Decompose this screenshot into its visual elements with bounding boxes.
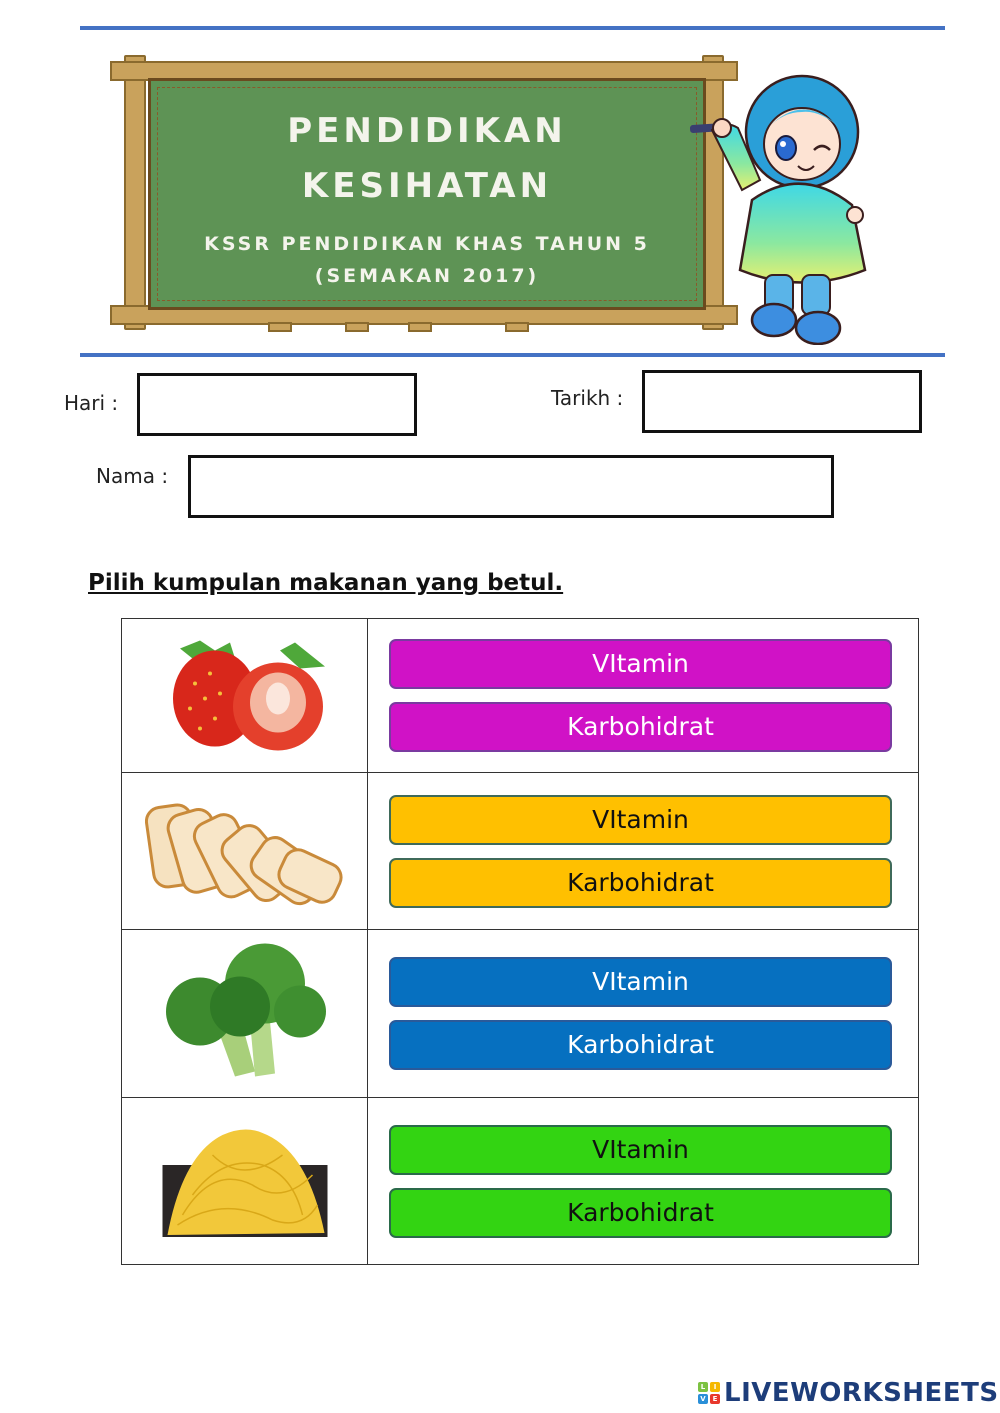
board-title-line1: PENDIDIKAN	[287, 111, 567, 151]
option-vitamin-button[interactable]: VItamin	[389, 957, 892, 1007]
frame-leg	[268, 322, 292, 332]
options-cell	[368, 1098, 919, 1265]
day-field[interactable]	[137, 373, 417, 436]
frame-leg	[345, 322, 369, 332]
broccoli-icon	[160, 941, 330, 1086]
name-label: Nama :	[96, 464, 169, 488]
food-image-cell	[122, 930, 368, 1098]
options-cell	[368, 619, 919, 773]
date-label: Tarikh :	[551, 386, 624, 410]
strawberry-icon	[160, 638, 330, 753]
frame-post-left	[124, 55, 146, 330]
date-field[interactable]	[642, 370, 922, 433]
option-karbohidrat-button[interactable]: Karbohidrat	[389, 858, 892, 908]
food-image-cell	[122, 1098, 368, 1265]
frame-leg	[505, 322, 529, 332]
logo-block: V	[698, 1394, 708, 1404]
board-title-line2: KESIHATAN	[301, 166, 553, 206]
question-row	[122, 773, 919, 930]
option-karbohidrat-button[interactable]: Karbohidrat	[389, 1188, 892, 1238]
day-label: Hari :	[64, 391, 119, 415]
logo-block: E	[710, 1394, 720, 1404]
question-row	[122, 619, 919, 773]
options-cell	[368, 773, 919, 930]
logo-text: LIVEWORKSHEETS	[724, 1378, 999, 1408]
noodles-icon	[162, 1125, 327, 1237]
option-karbohidrat-button[interactable]: Karbohidrat	[389, 702, 892, 752]
logo-block: I	[710, 1382, 720, 1392]
options-cell	[368, 930, 919, 1098]
question-row	[122, 930, 919, 1098]
liveworksheets-logo	[698, 1378, 999, 1408]
board-subtitle-line1: KSSR PENDIDIKAN KHAS TAHUN 5	[204, 233, 650, 255]
option-vitamin-button[interactable]: VItamin	[389, 1125, 892, 1175]
mascot-girl-icon	[690, 70, 870, 345]
instruction-heading: Pilih kumpulan makanan yang betul.	[88, 570, 564, 596]
food-image-cell	[122, 773, 368, 930]
option-vitamin-button[interactable]: VItamin	[389, 639, 892, 689]
question-row	[122, 1098, 919, 1265]
header-bottom-divider	[80, 353, 945, 357]
option-karbohidrat-button[interactable]: Karbohidrat	[389, 1020, 892, 1070]
name-field[interactable]	[188, 455, 834, 518]
frame-leg	[408, 322, 432, 332]
option-vitamin-button[interactable]: VItamin	[389, 795, 892, 845]
logo-block: L	[698, 1382, 708, 1392]
bread-icon	[145, 796, 345, 906]
logo-blocks-icon	[698, 1382, 720, 1404]
food-group-table	[121, 618, 919, 1265]
top-divider	[80, 26, 945, 30]
board-subtitle-line2: (SEMAKAN 2017)	[314, 265, 540, 287]
chalkboard	[148, 78, 706, 310]
food-image-cell	[122, 619, 368, 773]
